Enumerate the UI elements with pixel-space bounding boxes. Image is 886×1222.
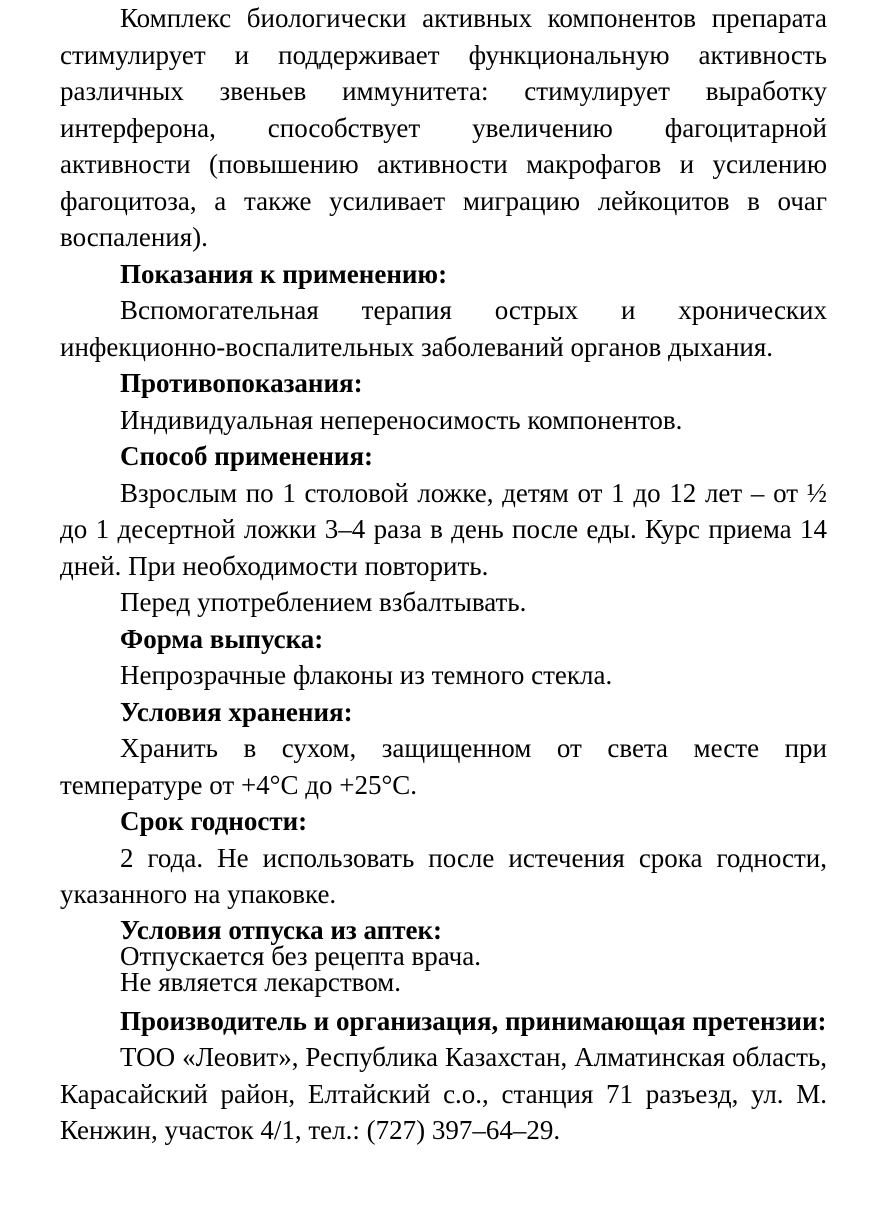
indications-text: Вспомогательная терапия острых и хронических инфекционно-воспалительных заболеваний органов дыхания.: [60, 295, 827, 362]
form-text: Непрозрачные флаконы из темного стекла.: [120, 660, 613, 690]
contraindications-text: Индивидуальная непереносимость компонентов.: [120, 404, 683, 435]
form-heading: Форма выпуска:: [120, 623, 324, 654]
manufacturer-heading: Производитель и организация, принимающая претензии:: [120, 1005, 827, 1036]
usage-heading: Способ применения:: [120, 441, 374, 471]
indications-heading: Показания к применению:: [120, 258, 448, 289]
dispensing-heading: Условия отпуска из аптек:: [120, 914, 443, 945]
manufacturer-text: ТОО «Леовит», Республика Казахстан, Алматинская область, Карасайский район, Елтайский с.о., станция 71 разъезд, ул. М. Кенжин, участок 4/1, тел.: (727) 397–64–29.: [60, 1042, 827, 1145]
intro-paragraph: Комплекс биологически активных компонентов препарата стимулирует и поддерживает функциональную активность различных звеньев иммунитета: стимулирует выработку интерферона, способствует увеличению фагоцитарной активности (повышению активности макрофагов и усилению фагоцитоза, а также усиливает миграцию лейкоцитов в очаг воспаления).: [60, 3, 827, 252]
document-page: [60, 0, 827, 1149]
usage-text: Взрослым по 1 столовой ложке, детям от 1 до 12 лет – от ½ до 1 десертной ложки 3–4 раза в день после еды. Курс приема 14 дней. При необходимости повторить.: [60, 477, 827, 581]
shelf-life-heading: Срок годности:: [120, 806, 308, 836]
storage-text: Хранить в сухом, защищенном от света месте при температуре от +4°С до +25°С.: [60, 733, 827, 800]
dispensing-line-1: Отпускается без рецепта врача.: [120, 940, 481, 971]
contraindications-heading: Противопоказания:: [120, 368, 363, 398]
storage-heading: Условия хранения:: [120, 696, 353, 727]
usage-note: Перед употреблением взбалтывать.: [120, 587, 527, 617]
shelf-life-text: 2 года. Не использовать после истечения срока годности, указанного на упаковке.: [60, 842, 827, 909]
dispensing-line-2: Не является лекарством.: [120, 966, 402, 997]
